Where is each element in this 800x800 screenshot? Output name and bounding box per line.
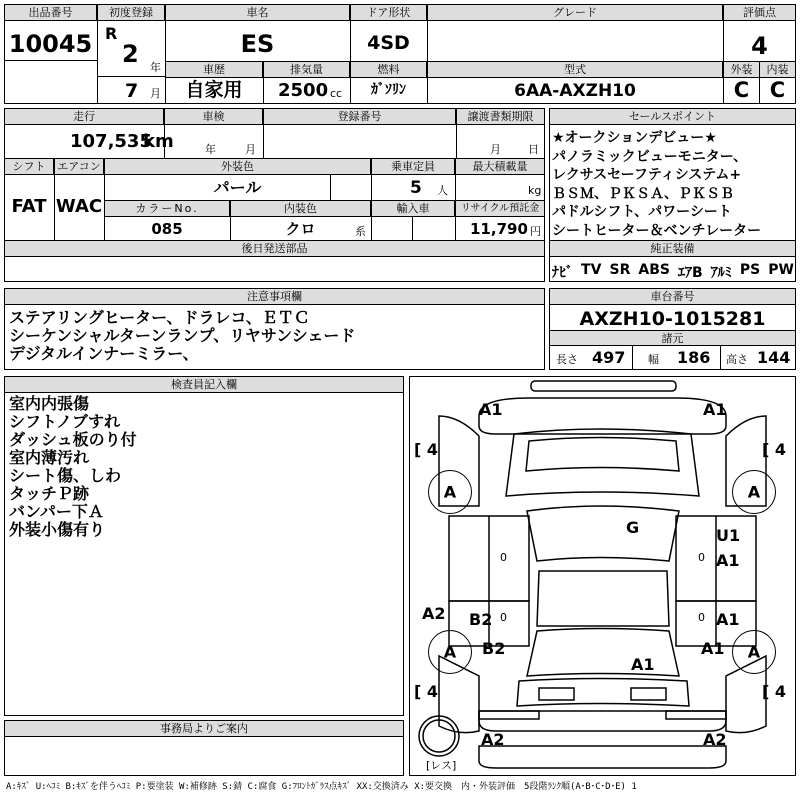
exterior-label: 外装 [723,61,760,78]
damage-mark: A1 [479,400,503,419]
tire-rear-right: A [732,630,776,674]
minor-mark: 0 [500,611,507,624]
mileage-label: 走行 [4,108,164,125]
damage-mark: A2 [481,730,505,749]
minor-mark: 0 [698,611,705,624]
spare-tire-label: [レス] [426,759,457,772]
mileage-unit: km [143,131,174,152]
sales-points-label: セールスポイント [549,108,796,125]
month-unit: 月 [150,87,161,100]
lot-number: 10045 [8,30,93,58]
shift-value: FAT [11,196,47,217]
damage-mark: B2 [482,639,506,658]
door-label: ドア形状 [350,4,427,21]
equipment-list [552,262,794,282]
fuel-label: 燃料 [350,61,427,78]
year-unit: 年 [150,61,161,74]
equip-sr: SR [609,262,631,278]
height-label: 高さ [726,353,748,366]
tire-front-left: A [428,470,472,514]
ext-color-label: 外装色 [104,158,371,175]
tire-rear-left: A [428,630,472,674]
inspection-year-unit: 年 [205,143,216,156]
note-line: ステアリングヒーター、ドラレコ、ＥＴＣ [9,308,310,327]
capacity-unit: 人 [437,184,448,197]
legend-text: A:ｷｽﾞ U:ﾍｺﾐ B:ｷｽﾞを伴うﾍｺﾐ P:要塗装 W:補修跡 S:錆 C:腐食 G:ﾌﾛﾝﾄｶﾞﾗｽ点ｷｽﾞ XX:交換済み X:要交換 内・外装評価 5段階ﾗﾝｸ順(A･B･C･D･E) 1 [6,782,637,792]
minor-mark: 0 [698,551,705,564]
inspector-label: 検査員記入欄 [4,376,404,393]
int-color-unit: 系 [355,225,366,238]
equip-alumi: ｱﾙﾐ [710,265,732,281]
chassis-number: AXZH10-1015281 [579,308,766,330]
max-load-label: 最大積載量 [455,158,545,175]
sales-point: パドルシフト、パワーシート [552,204,732,221]
car-diagram [409,376,796,776]
damage-mark: A2 [703,730,727,749]
fuel-value: ｶﾞｿﾘﾝ [371,82,406,98]
damage-mark: B2 [469,610,493,629]
tire-front-right: A [732,470,776,514]
width-value: 186 [677,348,711,367]
deadline-day-unit: 日 [528,143,539,156]
score-value: 4 [751,32,768,60]
sales-point: ★オークションデビュー★ [552,130,717,146]
history-label: 車歴 [165,61,263,78]
import-label: 輸入車 [371,200,455,217]
interior-label: 内装 [759,61,796,78]
height-value: 144 [757,348,791,367]
sales-point: シートヒーター＆ベンチレーター [552,222,762,239]
mileage-value: 107,535 [70,131,152,152]
notes-list [9,309,355,363]
chassis-label: 車台番号 [549,288,796,305]
era: R [105,24,118,43]
capacity-label: 乗車定員 [371,158,455,175]
note-line: シーケンシャルターンランプ、リヤサンシェード [9,326,356,345]
first-reg-label: 初度登録 [97,4,165,21]
inspector-line: シート傷、しわ [9,466,122,485]
inspector-line: バンパー下Ａ [9,502,104,521]
reg-year: 2 [122,40,139,68]
inspector-line: ダッシュ板のり付 [9,430,137,449]
recycle-value: 11,790 [470,220,528,238]
inspector-line: 室内内張傷 [9,394,90,413]
car-name-label: 車名 [165,4,350,21]
equip-navi: ﾅﾋﾞ [552,265,573,281]
inspector-line: シフトノブすれ [9,412,121,431]
office-label: 事務局よりご案内 [4,720,404,737]
displacement-unit: cc [330,87,343,100]
sales-point: パノラミックビューモニター、 [552,148,748,165]
minor-mark: 0 [500,551,507,564]
recycle-label: リサイクル預託金 [455,200,545,217]
damage-mark: A1 [631,655,655,674]
max-load-unit: kg [528,184,542,197]
deadline-month-unit: 月 [490,143,501,156]
reg-month: 7 [125,80,139,102]
score-label: 評価点 [723,4,796,21]
door-type: 4SD [367,32,410,54]
damage-mark: A1 [716,551,740,570]
grade-label: グレード [427,4,723,21]
recycle-unit: 円 [530,225,541,238]
equip-airbag: ｴｱB [678,265,703,281]
damage-mark: [ 4 [414,682,439,701]
int-color-label: 内装色 [230,200,371,217]
deadline-label: 譲渡書類期限 [456,108,545,125]
inspection-month-unit: 月 [245,143,256,156]
car-name: ES [240,30,275,58]
shift-label: シフト [4,158,54,175]
color-no-label: カラーNo. [104,200,230,217]
equip-abs: ABS [638,262,670,278]
length-value: 497 [592,348,626,367]
damage-mark: A1 [703,400,727,419]
width-label: 幅 [648,353,659,366]
spec-label: 諸元 [549,330,796,346]
reg-no-label: 登録番号 [263,108,456,125]
length-label: 長さ [556,353,578,366]
later-parts-label: 後日発送部品 [4,240,545,257]
color-no-value: 085 [151,220,183,238]
aircon-value: WAC [55,196,103,217]
exterior-score: C [733,78,750,102]
inspection-label: 車検 [164,108,263,125]
note-line: デジタルインナーミラー、 [9,344,199,363]
sales-point: ＢＳＭ、ＰＫＳＡ、ＰＫＳＢ [552,185,734,202]
damage-mark: A2 [422,604,446,623]
history-value: 自家用 [185,79,243,101]
int-color-value: クロ [285,220,316,238]
inspector-line: タッチＰ跡 [9,484,90,503]
damage-mark: G [626,518,640,537]
damage-mark: A1 [701,639,725,658]
damage-mark: U1 [716,526,741,545]
damage-mark: [ 4 [762,440,787,459]
displacement-value: 2500 [278,80,329,101]
sales-point: レクサスセーフティシステム+ [552,167,742,184]
displacement-label: 排気量 [263,61,350,78]
damage-mark: [ 4 [762,682,787,701]
ext-color-value: パール [213,178,262,197]
aircon-label: エアコン [54,158,104,175]
model-label: 型式 [427,61,723,78]
interior-score: C [769,78,786,102]
capacity-value: 5 [410,178,422,198]
damage-mark: [ 4 [414,440,439,459]
equip-pw: PW [768,262,794,278]
inspector-line: 外装小傷有り [9,520,106,539]
equip-tv: TV [581,262,602,278]
inspector-line: 室内薄汚れ [9,448,90,467]
notes-label: 注意事項欄 [4,288,545,305]
equip-ps: PS [739,262,761,278]
model-value: 6AA-AXZH10 [514,81,636,101]
equipment-label: 純正装備 [549,240,796,257]
lot-label: 出品番号 [4,4,97,21]
sales-points-list [552,129,761,241]
inspector-notes [9,395,137,539]
damage-mark: A1 [716,610,740,629]
